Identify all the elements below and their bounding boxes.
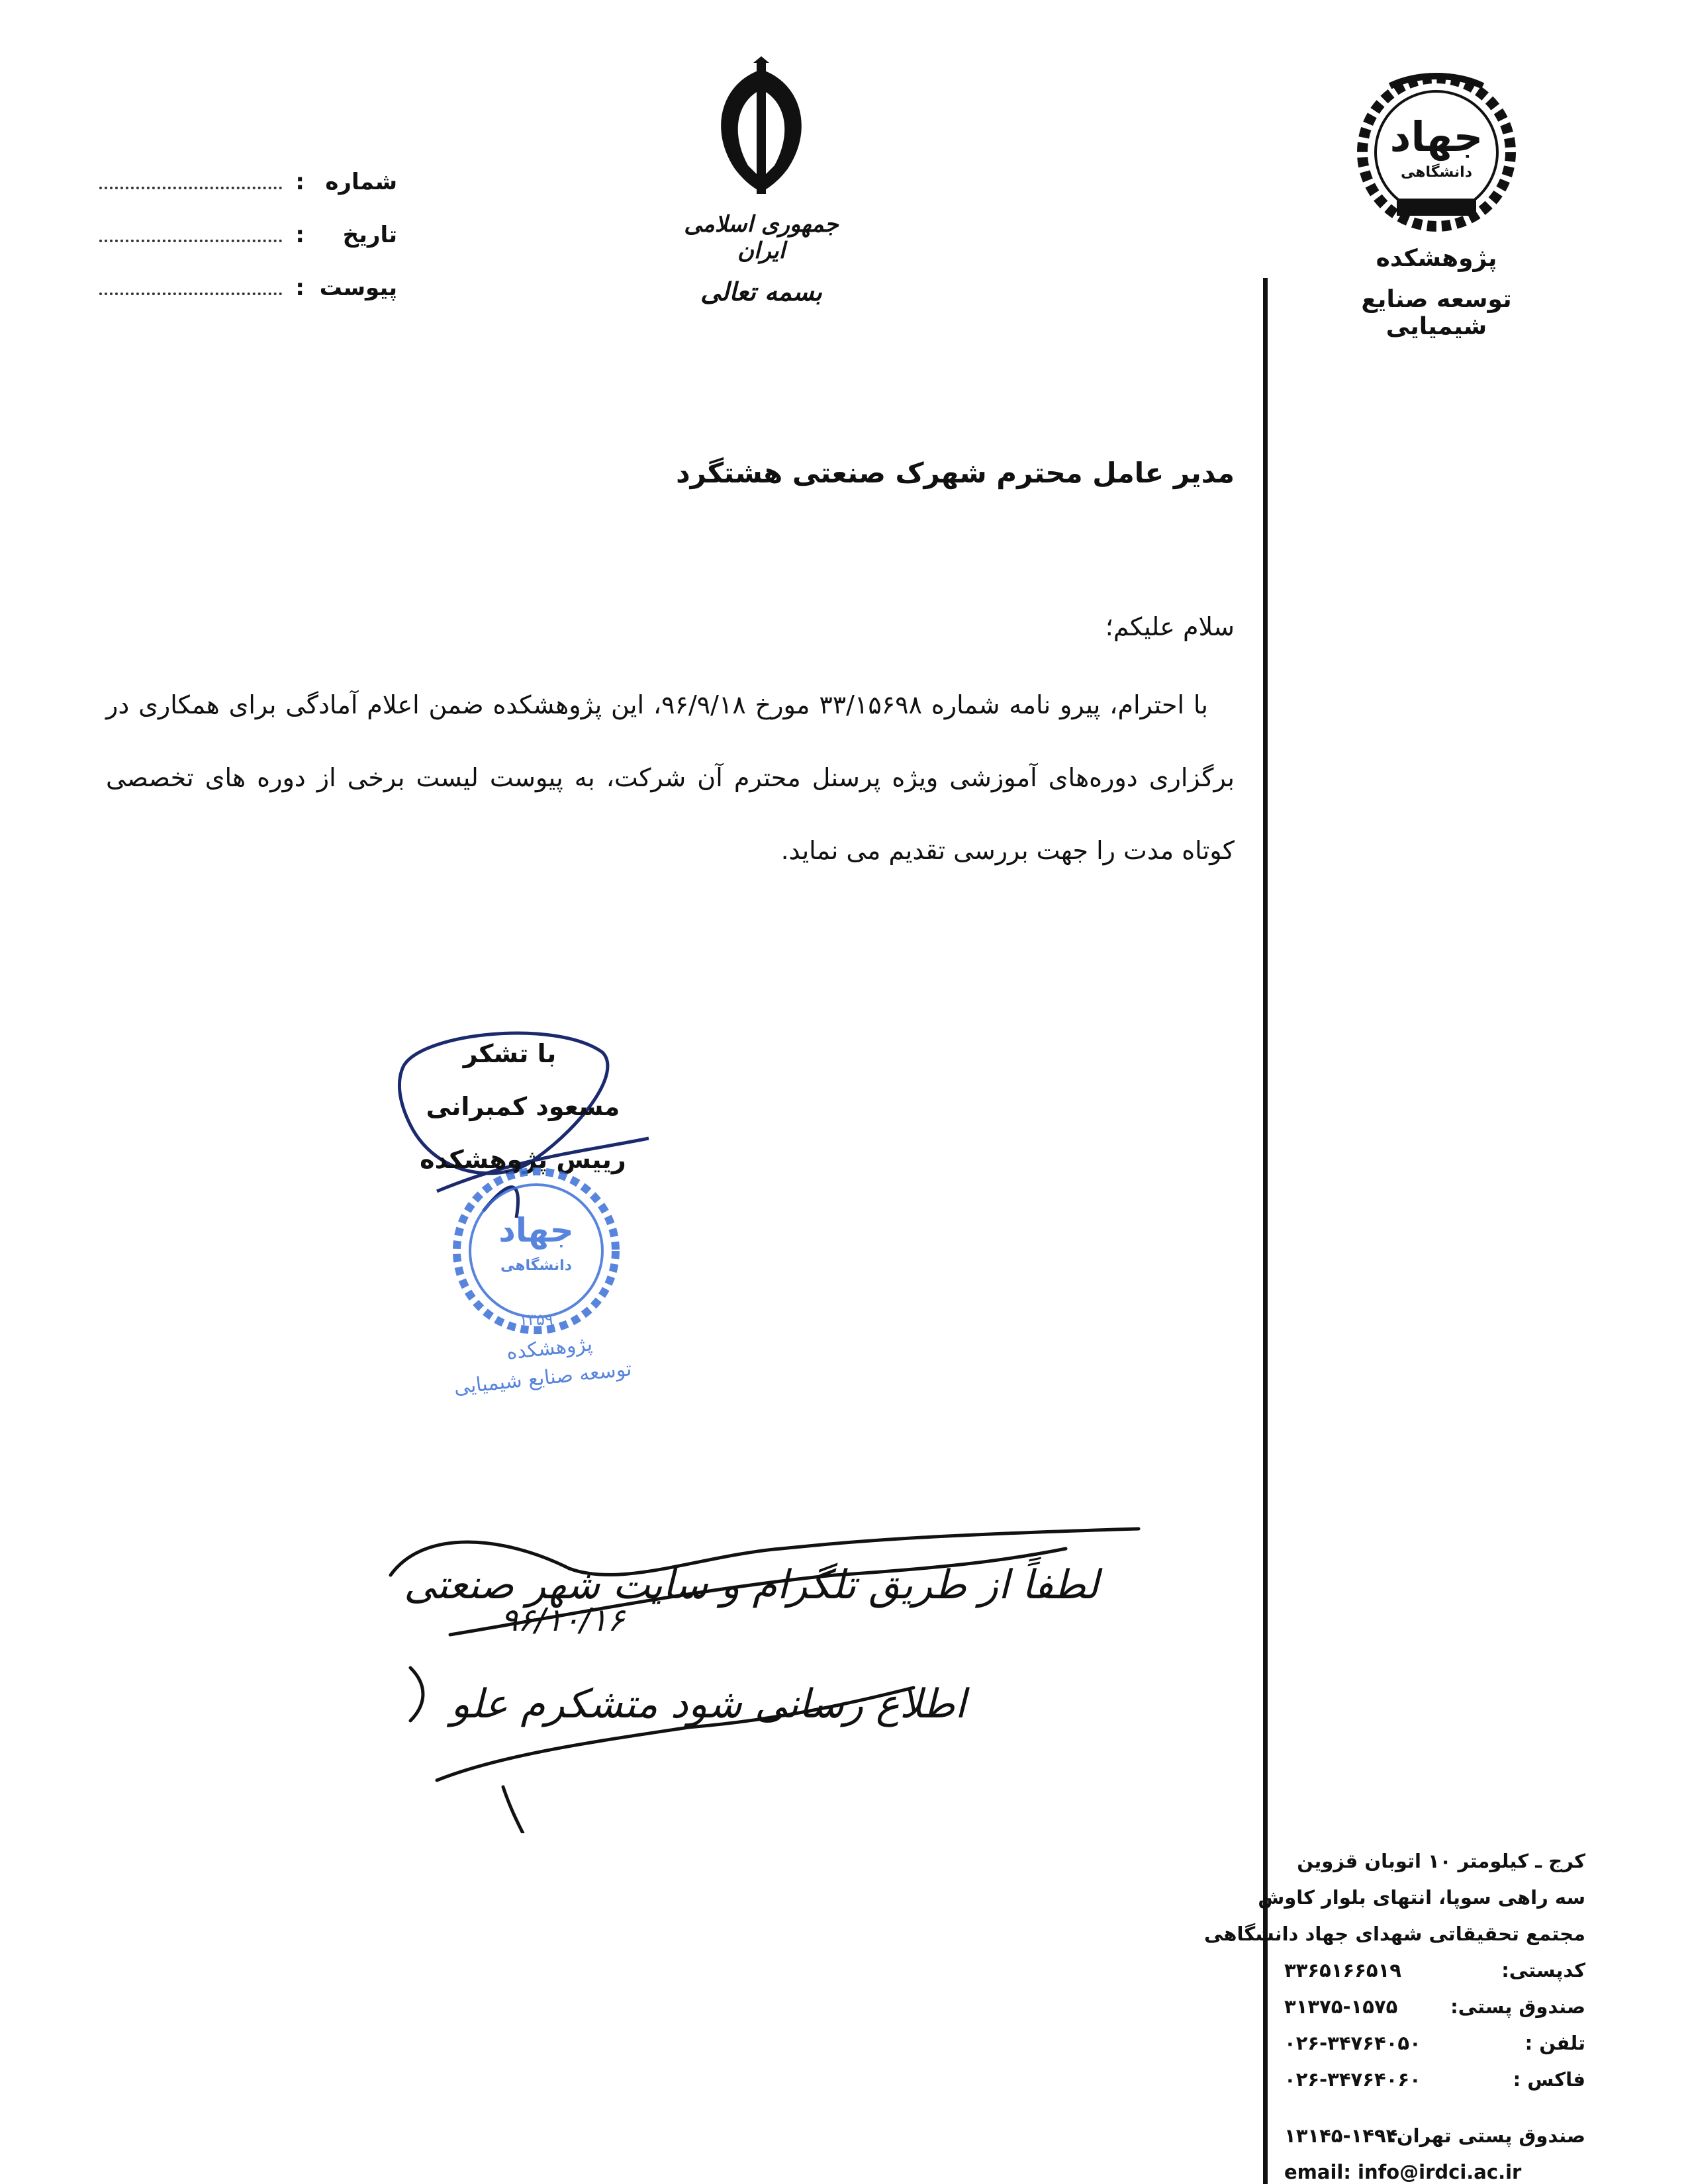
phone: ۰۲۶-۳۴۷۶۴۰۵۰ bbox=[1284, 2032, 1421, 2054]
colon: : bbox=[295, 275, 305, 301]
phone-label: تلفن : bbox=[1524, 2032, 1585, 2054]
attachment-field bbox=[99, 268, 397, 308]
address-line2: سه راهی سوپا، انتهای بلوار کاوش bbox=[1258, 1886, 1585, 1909]
address-line3: مجتمع تحقیقاتی شهدای جهاد دانشگاهی bbox=[1204, 1923, 1585, 1945]
address-line1: کرج ـ کیلومتر ۱۰ اتوبان قزوین bbox=[1297, 1850, 1585, 1872]
institute-name-line2: توسعه صنایع شیمیایی bbox=[1361, 286, 1512, 340]
recipient: مدیر عامل محترم شهرک صنعتی هشتگرد bbox=[676, 457, 1235, 489]
signer-name: مسعود کمبرانی bbox=[426, 1092, 620, 1121]
emblem-caption: جمهوری اسلامی ایران bbox=[684, 211, 839, 264]
tehran-po-box-label: صندوق پستی تهران: bbox=[1389, 2124, 1585, 2147]
handwritten-note bbox=[371, 1489, 1165, 1833]
handwriting-strokes-icon bbox=[371, 1489, 1165, 1833]
signer-title: رییس پژوهشکده bbox=[420, 1145, 626, 1174]
po-box-label: صندوق پستی: bbox=[1450, 1995, 1585, 2018]
stamp-sub-text: دانشگاهی bbox=[500, 1257, 573, 1274]
email[interactable]: email: info@irdci.ac.ir bbox=[1284, 2161, 1522, 2183]
number-label: شماره bbox=[325, 169, 397, 195]
official-stamp bbox=[437, 1152, 662, 1410]
emblem-subcaption: بسمه تعالی bbox=[700, 277, 822, 306]
handwritten-date: ۹۶/۱۰/۱۶ bbox=[500, 1602, 625, 1639]
closing: با تشکر bbox=[463, 1039, 557, 1068]
number-dots bbox=[99, 175, 282, 189]
stamp-name-line2: توسعه صنایع شیمیایی bbox=[453, 1357, 633, 1399]
date-dots bbox=[99, 228, 282, 242]
handwritten-line1: لطفاً از طریق تلگرام و سایت شهر صنعتی bbox=[404, 1562, 1099, 1608]
iran-emblem bbox=[682, 56, 841, 308]
fax: ۰۲۶-۳۴۷۶۴۰۶۰ bbox=[1284, 2068, 1421, 2091]
institute-logo bbox=[1350, 66, 1523, 232]
attachment-dots bbox=[99, 281, 282, 295]
logo-subtext: دانشگاهی bbox=[1400, 164, 1473, 181]
emblem-icon bbox=[682, 56, 841, 208]
date-field bbox=[99, 215, 397, 255]
postal-code-label: کدپستی: bbox=[1501, 1959, 1585, 1981]
attachment-label: پیوست bbox=[319, 275, 397, 301]
date-label: تاریخ bbox=[342, 222, 397, 248]
tehran-po-box: ۱۳۱۴۵-۱۴۹۴ bbox=[1284, 2124, 1398, 2147]
fax-label: فاکس : bbox=[1513, 2068, 1585, 2091]
letter-body: با احترام، پیرو نامه شماره ۳۳/۱۵۶۹۸ مورخ ۹۶/۹/۱۸، این پژوهشکده ضمن اعلام آمادگی برای همکاری در برگزاری دوره‌های آموزشی ویژه پرسنل محترم آن شرکت، به پیوست لیست برخی از دوره های تخصصی کوتاه مدت را جهت بررسی تقدیم می نماید. bbox=[106, 690, 1235, 865]
colon: : bbox=[295, 222, 305, 248]
postal-code: ۳۳۶۵۱۶۶۵۱۹ bbox=[1284, 1959, 1402, 1981]
logo-text: جهاد bbox=[1389, 113, 1483, 161]
greeting: سلام علیکم؛ bbox=[1105, 612, 1235, 641]
stamp-name-line1: پژوهشکده bbox=[505, 1332, 594, 1365]
stamp-year: ۱۳۵۹ bbox=[519, 1310, 553, 1329]
stamp-center-text: جهاد bbox=[498, 1211, 574, 1250]
number-field bbox=[99, 162, 397, 202]
colon: : bbox=[295, 169, 305, 195]
po-box: ۳۱۳۷۵-۱۵۷۵ bbox=[1284, 1995, 1398, 2018]
handwritten-line2: اطلاع رسانی شود متشکرم علو bbox=[450, 1681, 966, 1727]
institute-name-line1: پژوهشکده bbox=[1376, 245, 1497, 272]
